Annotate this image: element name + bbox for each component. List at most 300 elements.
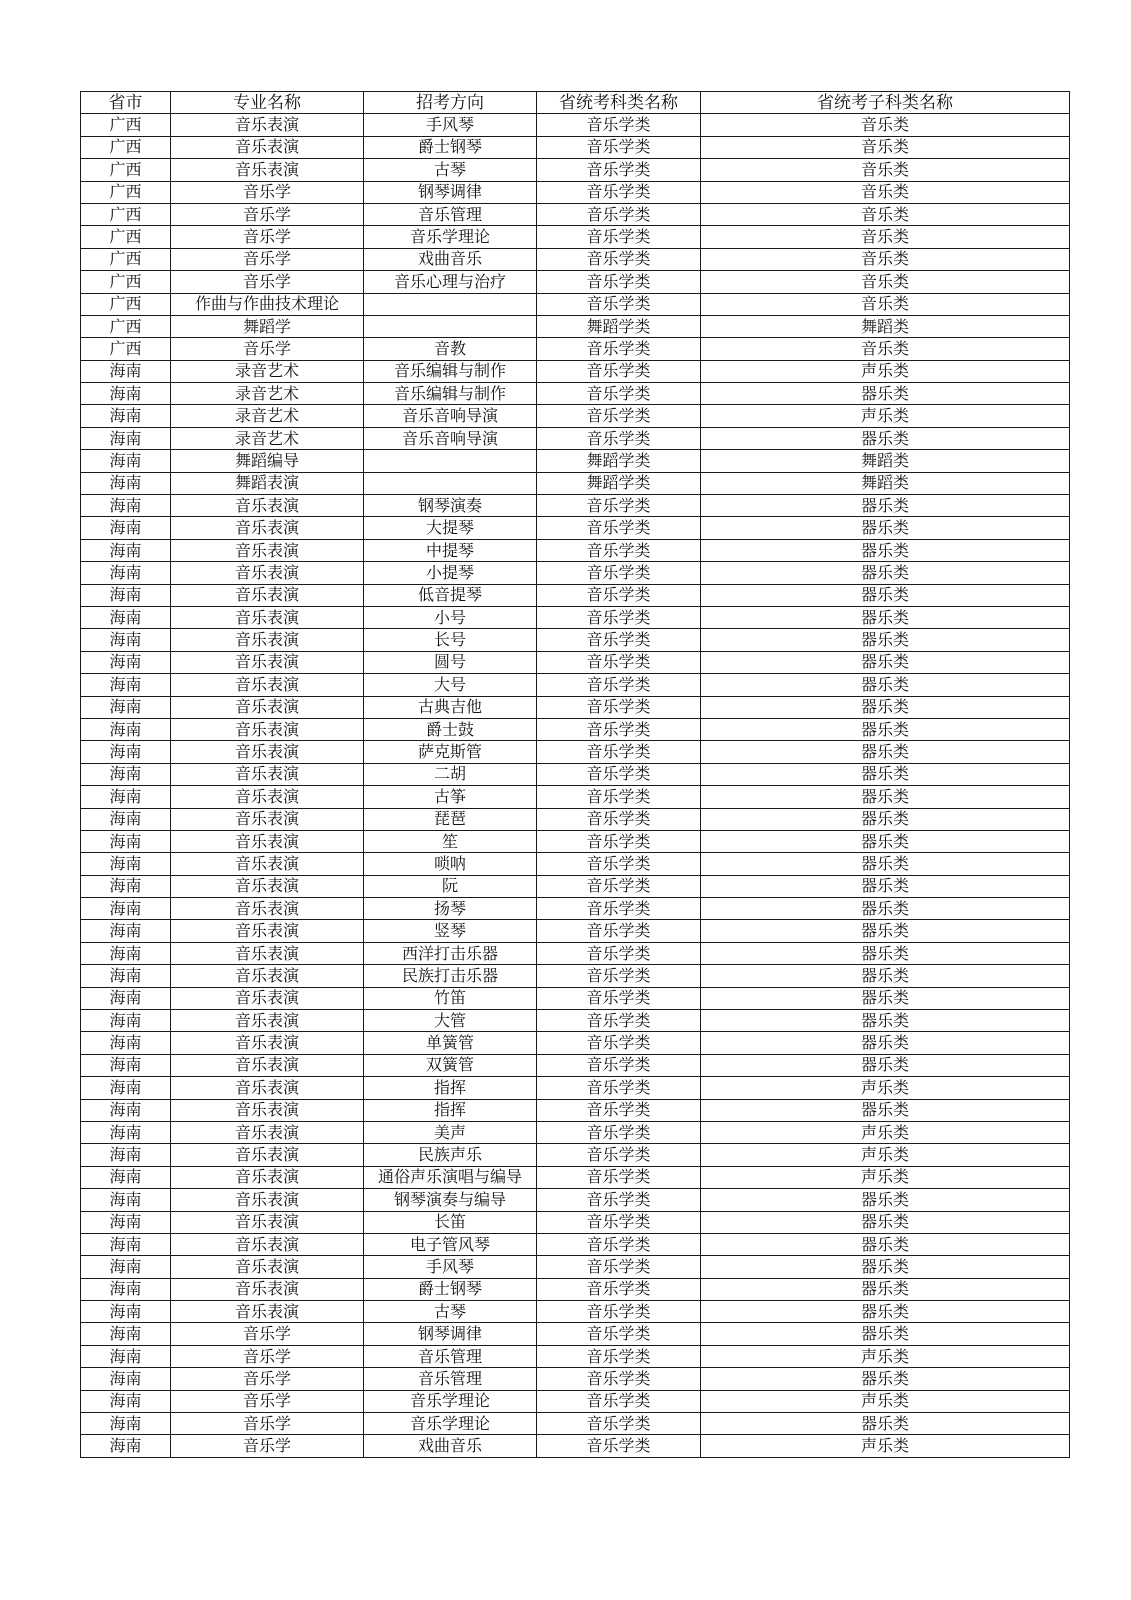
cell-exam-subcategory: 器乐类 bbox=[701, 830, 1070, 852]
cell-exam-category: 音乐学类 bbox=[537, 741, 701, 763]
cell-exam-category: 音乐学类 bbox=[537, 786, 701, 808]
table-row bbox=[81, 1435, 1070, 1457]
cell-exam-subcategory: 器乐类 bbox=[701, 1211, 1070, 1233]
table-row bbox=[81, 450, 1070, 472]
cell-exam-subcategory: 音乐类 bbox=[701, 136, 1070, 158]
cell-major: 音乐表演 bbox=[171, 898, 364, 920]
cell-exam-category: 音乐学类 bbox=[537, 808, 701, 830]
cell-exam-category: 舞蹈学类 bbox=[537, 450, 701, 472]
cell-exam-subcategory: 声乐类 bbox=[701, 1390, 1070, 1412]
table-row bbox=[81, 898, 1070, 920]
cell-exam-subcategory: 器乐类 bbox=[701, 1278, 1070, 1300]
table-row bbox=[81, 1368, 1070, 1390]
cell-major: 音乐学 bbox=[171, 1435, 364, 1457]
cell-major: 音乐表演 bbox=[171, 830, 364, 852]
cell-province: 海南 bbox=[81, 1413, 171, 1435]
table-row bbox=[81, 584, 1070, 606]
table-row bbox=[81, 1010, 1070, 1032]
cell-exam-subcategory: 音乐类 bbox=[701, 226, 1070, 248]
cell-exam-subcategory: 音乐类 bbox=[701, 181, 1070, 203]
cell-direction: 民族打击乐器 bbox=[364, 965, 537, 987]
cell-province: 海南 bbox=[81, 629, 171, 651]
table-row bbox=[81, 271, 1070, 293]
cell-province: 海南 bbox=[81, 1010, 171, 1032]
table-row bbox=[81, 360, 1070, 382]
cell-province: 海南 bbox=[81, 1233, 171, 1255]
cell-direction: 音教 bbox=[364, 338, 537, 360]
cell-exam-category: 音乐学类 bbox=[537, 293, 701, 315]
cell-exam-subcategory: 声乐类 bbox=[701, 360, 1070, 382]
cell-major: 录音艺术 bbox=[171, 360, 364, 382]
cell-major: 音乐表演 bbox=[171, 808, 364, 830]
table-row bbox=[81, 629, 1070, 651]
cell-major: 音乐表演 bbox=[171, 965, 364, 987]
cell-exam-category: 音乐学类 bbox=[537, 965, 701, 987]
cell-province: 海南 bbox=[81, 427, 171, 449]
cell-direction: 音乐学理论 bbox=[364, 1390, 537, 1412]
cell-province: 海南 bbox=[81, 1278, 171, 1300]
cell-province: 海南 bbox=[81, 987, 171, 1009]
table-row bbox=[81, 786, 1070, 808]
cell-province: 广西 bbox=[81, 181, 171, 203]
cell-direction: 阮 bbox=[364, 875, 537, 897]
cell-major: 音乐学 bbox=[171, 1345, 364, 1367]
cell-exam-category: 音乐学类 bbox=[537, 1121, 701, 1143]
cell-major: 音乐表演 bbox=[171, 629, 364, 651]
table-row bbox=[81, 383, 1070, 405]
cell-exam-category: 音乐学类 bbox=[537, 1323, 701, 1345]
cell-exam-subcategory: 器乐类 bbox=[701, 562, 1070, 584]
cell-major: 音乐表演 bbox=[171, 674, 364, 696]
cell-exam-category: 音乐学类 bbox=[537, 1256, 701, 1278]
cell-major: 音乐表演 bbox=[171, 786, 364, 808]
cell-major: 音乐表演 bbox=[171, 562, 364, 584]
cell-exam-subcategory: 器乐类 bbox=[701, 674, 1070, 696]
cell-major: 音乐表演 bbox=[171, 495, 364, 517]
cell-exam-category: 音乐学类 bbox=[537, 383, 701, 405]
cell-exam-category: 音乐学类 bbox=[537, 338, 701, 360]
cell-exam-category: 音乐学类 bbox=[537, 987, 701, 1009]
cell-province: 海南 bbox=[81, 1189, 171, 1211]
table-row bbox=[81, 763, 1070, 785]
cell-province: 海南 bbox=[81, 1435, 171, 1457]
cell-exam-subcategory: 器乐类 bbox=[701, 763, 1070, 785]
header-major: 专业名称 bbox=[171, 92, 364, 114]
cell-exam-subcategory: 器乐类 bbox=[701, 517, 1070, 539]
cell-major: 音乐表演 bbox=[171, 696, 364, 718]
cell-exam-category: 音乐学类 bbox=[537, 1010, 701, 1032]
cell-province: 海南 bbox=[81, 1054, 171, 1076]
cell-major: 舞蹈编导 bbox=[171, 450, 364, 472]
table-row bbox=[81, 920, 1070, 942]
table-body bbox=[81, 114, 1070, 1457]
cell-direction: 琵琶 bbox=[364, 808, 537, 830]
cell-exam-category: 音乐学类 bbox=[537, 1077, 701, 1099]
cell-exam-subcategory: 器乐类 bbox=[701, 584, 1070, 606]
cell-exam-subcategory: 器乐类 bbox=[701, 629, 1070, 651]
cell-province: 海南 bbox=[81, 696, 171, 718]
cell-exam-category: 音乐学类 bbox=[537, 495, 701, 517]
cell-exam-subcategory: 音乐类 bbox=[701, 293, 1070, 315]
cell-major: 音乐表演 bbox=[171, 718, 364, 740]
cell-exam-subcategory: 器乐类 bbox=[701, 383, 1070, 405]
cell-direction: 手风琴 bbox=[364, 1256, 537, 1278]
header-direction: 招考方向 bbox=[364, 92, 537, 114]
cell-major: 舞蹈表演 bbox=[171, 472, 364, 494]
cell-exam-category: 音乐学类 bbox=[537, 136, 701, 158]
cell-province: 海南 bbox=[81, 786, 171, 808]
cell-direction: 中提琴 bbox=[364, 539, 537, 561]
cell-province: 海南 bbox=[81, 584, 171, 606]
table-row bbox=[81, 248, 1070, 270]
cell-major: 音乐学 bbox=[171, 1368, 364, 1390]
cell-direction: 指挥 bbox=[364, 1099, 537, 1121]
cell-exam-subcategory: 器乐类 bbox=[701, 606, 1070, 628]
table-row bbox=[81, 1099, 1070, 1121]
cell-major: 音乐表演 bbox=[171, 1099, 364, 1121]
cell-exam-category: 音乐学类 bbox=[537, 853, 701, 875]
cell-exam-category: 音乐学类 bbox=[537, 718, 701, 740]
cell-province: 广西 bbox=[81, 315, 171, 337]
cell-major: 音乐表演 bbox=[171, 651, 364, 673]
cell-exam-category: 音乐学类 bbox=[537, 405, 701, 427]
table-row bbox=[81, 1278, 1070, 1300]
cell-major: 音乐表演 bbox=[171, 1010, 364, 1032]
cell-exam-subcategory: 器乐类 bbox=[701, 1256, 1070, 1278]
cell-province: 海南 bbox=[81, 830, 171, 852]
table-row bbox=[81, 606, 1070, 628]
cell-major: 音乐表演 bbox=[171, 920, 364, 942]
enrollment-table bbox=[80, 91, 1070, 1458]
table-row bbox=[81, 159, 1070, 181]
cell-province: 海南 bbox=[81, 1323, 171, 1345]
cell-exam-category: 音乐学类 bbox=[537, 830, 701, 852]
cell-major: 音乐学 bbox=[171, 248, 364, 270]
cell-province: 广西 bbox=[81, 248, 171, 270]
cell-exam-category: 音乐学类 bbox=[537, 674, 701, 696]
cell-direction: 双簧管 bbox=[364, 1054, 537, 1076]
cell-major: 舞蹈学 bbox=[171, 315, 364, 337]
cell-province: 海南 bbox=[81, 383, 171, 405]
cell-province: 海南 bbox=[81, 1032, 171, 1054]
cell-exam-subcategory: 声乐类 bbox=[701, 1435, 1070, 1457]
table-row bbox=[81, 696, 1070, 718]
cell-exam-subcategory: 器乐类 bbox=[701, 696, 1070, 718]
cell-province: 海南 bbox=[81, 495, 171, 517]
cell-major: 音乐表演 bbox=[171, 1032, 364, 1054]
cell-exam-category: 舞蹈学类 bbox=[537, 315, 701, 337]
cell-direction: 单簧管 bbox=[364, 1032, 537, 1054]
cell-province: 海南 bbox=[81, 808, 171, 830]
table-row bbox=[81, 136, 1070, 158]
table-row bbox=[81, 338, 1070, 360]
table-row bbox=[81, 517, 1070, 539]
cell-direction: 钢琴演奏 bbox=[364, 495, 537, 517]
cell-major: 录音艺术 bbox=[171, 427, 364, 449]
cell-province: 海南 bbox=[81, 1121, 171, 1143]
cell-exam-subcategory: 器乐类 bbox=[701, 1301, 1070, 1323]
table-row bbox=[81, 539, 1070, 561]
cell-direction: 笙 bbox=[364, 830, 537, 852]
table-row bbox=[81, 1054, 1070, 1076]
cell-direction: 民族声乐 bbox=[364, 1144, 537, 1166]
cell-direction: 指挥 bbox=[364, 1077, 537, 1099]
cell-direction: 音乐音响导演 bbox=[364, 427, 537, 449]
cell-exam-subcategory: 器乐类 bbox=[701, 741, 1070, 763]
cell-major: 音乐表演 bbox=[171, 136, 364, 158]
table-row bbox=[81, 226, 1070, 248]
cell-major: 音乐表演 bbox=[171, 517, 364, 539]
cell-exam-subcategory: 声乐类 bbox=[701, 1166, 1070, 1188]
cell-exam-category: 音乐学类 bbox=[537, 181, 701, 203]
cell-direction bbox=[364, 472, 537, 494]
cell-exam-subcategory: 器乐类 bbox=[701, 427, 1070, 449]
cell-province: 海南 bbox=[81, 1211, 171, 1233]
cell-province: 海南 bbox=[81, 674, 171, 696]
cell-exam-subcategory: 器乐类 bbox=[701, 495, 1070, 517]
cell-direction: 大号 bbox=[364, 674, 537, 696]
cell-major: 音乐表演 bbox=[171, 1121, 364, 1143]
cell-exam-category: 音乐学类 bbox=[537, 427, 701, 449]
cell-direction: 扬琴 bbox=[364, 898, 537, 920]
cell-exam-category: 音乐学类 bbox=[537, 1032, 701, 1054]
table-row bbox=[81, 114, 1070, 136]
cell-exam-category: 音乐学类 bbox=[537, 1166, 701, 1188]
cell-direction: 长号 bbox=[364, 629, 537, 651]
cell-exam-subcategory: 声乐类 bbox=[701, 1144, 1070, 1166]
cell-major: 音乐表演 bbox=[171, 159, 364, 181]
cell-province: 海南 bbox=[81, 763, 171, 785]
cell-exam-category: 音乐学类 bbox=[537, 584, 701, 606]
cell-exam-subcategory: 器乐类 bbox=[701, 942, 1070, 964]
cell-major: 音乐表演 bbox=[171, 763, 364, 785]
cell-major: 音乐表演 bbox=[171, 875, 364, 897]
cell-province: 海南 bbox=[81, 562, 171, 584]
cell-province: 海南 bbox=[81, 405, 171, 427]
cell-direction: 古琴 bbox=[364, 159, 537, 181]
cell-exam-category: 音乐学类 bbox=[537, 360, 701, 382]
cell-exam-category: 音乐学类 bbox=[537, 1368, 701, 1390]
cell-exam-category: 音乐学类 bbox=[537, 539, 701, 561]
cell-province: 广西 bbox=[81, 338, 171, 360]
cell-direction bbox=[364, 450, 537, 472]
cell-exam-category: 音乐学类 bbox=[537, 1211, 701, 1233]
cell-exam-subcategory: 音乐类 bbox=[701, 338, 1070, 360]
cell-province: 海南 bbox=[81, 920, 171, 942]
cell-major: 音乐表演 bbox=[171, 539, 364, 561]
cell-direction: 二胡 bbox=[364, 763, 537, 785]
table-row bbox=[81, 1144, 1070, 1166]
cell-exam-category: 音乐学类 bbox=[537, 1435, 701, 1457]
cell-province: 海南 bbox=[81, 606, 171, 628]
cell-exam-category: 音乐学类 bbox=[537, 1054, 701, 1076]
cell-province: 海南 bbox=[81, 853, 171, 875]
cell-exam-subcategory: 器乐类 bbox=[701, 920, 1070, 942]
cell-province: 海南 bbox=[81, 1368, 171, 1390]
cell-exam-subcategory: 器乐类 bbox=[701, 987, 1070, 1009]
table-row bbox=[81, 1121, 1070, 1143]
cell-direction: 音乐学理论 bbox=[364, 1413, 537, 1435]
cell-direction: 钢琴演奏与编导 bbox=[364, 1189, 537, 1211]
header-row bbox=[81, 92, 1070, 114]
cell-exam-category: 音乐学类 bbox=[537, 226, 701, 248]
cell-major: 音乐表演 bbox=[171, 741, 364, 763]
cell-exam-subcategory: 器乐类 bbox=[701, 1189, 1070, 1211]
table-row bbox=[81, 830, 1070, 852]
cell-direction: 钢琴调律 bbox=[364, 181, 537, 203]
cell-major: 音乐表演 bbox=[171, 942, 364, 964]
header-exam-category: 省统考科类名称 bbox=[537, 92, 701, 114]
cell-province: 海南 bbox=[81, 651, 171, 673]
cell-direction: 古典吉他 bbox=[364, 696, 537, 718]
cell-major: 音乐学 bbox=[171, 1323, 364, 1345]
table-row bbox=[81, 808, 1070, 830]
cell-exam-subcategory: 器乐类 bbox=[701, 1233, 1070, 1255]
cell-province: 海南 bbox=[81, 741, 171, 763]
cell-exam-category: 音乐学类 bbox=[537, 517, 701, 539]
cell-province: 海南 bbox=[81, 875, 171, 897]
table-row bbox=[81, 1345, 1070, 1367]
cell-province: 广西 bbox=[81, 271, 171, 293]
cell-exam-subcategory: 器乐类 bbox=[701, 898, 1070, 920]
cell-direction: 竖琴 bbox=[364, 920, 537, 942]
cell-exam-category: 音乐学类 bbox=[537, 1144, 701, 1166]
cell-exam-category: 音乐学类 bbox=[537, 1413, 701, 1435]
cell-exam-category: 音乐学类 bbox=[537, 1301, 701, 1323]
cell-major: 音乐表演 bbox=[171, 1256, 364, 1278]
cell-exam-category: 音乐学类 bbox=[537, 942, 701, 964]
table-row bbox=[81, 718, 1070, 740]
cell-exam-category: 音乐学类 bbox=[537, 248, 701, 270]
cell-exam-subcategory: 器乐类 bbox=[701, 1010, 1070, 1032]
cell-major: 音乐学 bbox=[171, 271, 364, 293]
table-row bbox=[81, 1390, 1070, 1412]
cell-exam-subcategory: 器乐类 bbox=[701, 853, 1070, 875]
cell-major: 录音艺术 bbox=[171, 405, 364, 427]
cell-exam-category: 音乐学类 bbox=[537, 651, 701, 673]
cell-direction: 音乐管理 bbox=[364, 1345, 537, 1367]
cell-exam-category: 音乐学类 bbox=[537, 696, 701, 718]
cell-exam-subcategory: 器乐类 bbox=[701, 539, 1070, 561]
table-row bbox=[81, 1077, 1070, 1099]
cell-major: 音乐表演 bbox=[171, 1144, 364, 1166]
cell-exam-category: 音乐学类 bbox=[537, 562, 701, 584]
cell-major: 音乐表演 bbox=[171, 1054, 364, 1076]
cell-exam-category: 音乐学类 bbox=[537, 203, 701, 225]
table-row bbox=[81, 315, 1070, 337]
cell-exam-subcategory: 器乐类 bbox=[701, 1368, 1070, 1390]
cell-direction: 通俗声乐演唱与编导 bbox=[364, 1166, 537, 1188]
cell-major: 音乐学 bbox=[171, 1413, 364, 1435]
cell-province: 海南 bbox=[81, 1144, 171, 1166]
table-row bbox=[81, 875, 1070, 897]
table-row bbox=[81, 1211, 1070, 1233]
cell-exam-subcategory: 音乐类 bbox=[701, 248, 1070, 270]
cell-direction: 戏曲音乐 bbox=[364, 248, 537, 270]
cell-exam-subcategory: 舞蹈类 bbox=[701, 472, 1070, 494]
cell-direction: 大管 bbox=[364, 1010, 537, 1032]
cell-major: 音乐表演 bbox=[171, 584, 364, 606]
cell-direction: 萨克斯管 bbox=[364, 741, 537, 763]
cell-exam-category: 音乐学类 bbox=[537, 1099, 701, 1121]
cell-exam-subcategory: 舞蹈类 bbox=[701, 450, 1070, 472]
cell-exam-subcategory: 器乐类 bbox=[701, 1413, 1070, 1435]
cell-exam-category: 音乐学类 bbox=[537, 114, 701, 136]
cell-major: 音乐表演 bbox=[171, 987, 364, 1009]
cell-direction: 小号 bbox=[364, 606, 537, 628]
cell-exam-category: 音乐学类 bbox=[537, 1390, 701, 1412]
cell-province: 海南 bbox=[81, 1345, 171, 1367]
table-row bbox=[81, 495, 1070, 517]
table-row bbox=[81, 1323, 1070, 1345]
table-row bbox=[81, 1166, 1070, 1188]
cell-exam-category: 音乐学类 bbox=[537, 629, 701, 651]
cell-exam-subcategory: 器乐类 bbox=[701, 1323, 1070, 1345]
cell-province: 海南 bbox=[81, 472, 171, 494]
cell-exam-category: 音乐学类 bbox=[537, 159, 701, 181]
cell-major: 音乐学 bbox=[171, 226, 364, 248]
cell-major: 音乐表演 bbox=[171, 1166, 364, 1188]
cell-exam-category: 音乐学类 bbox=[537, 1189, 701, 1211]
cell-major: 音乐学 bbox=[171, 181, 364, 203]
cell-exam-subcategory: 声乐类 bbox=[701, 1077, 1070, 1099]
table-row bbox=[81, 427, 1070, 449]
cell-direction: 音乐学理论 bbox=[364, 226, 537, 248]
cell-direction: 圆号 bbox=[364, 651, 537, 673]
cell-exam-subcategory: 器乐类 bbox=[701, 875, 1070, 897]
cell-exam-subcategory: 器乐类 bbox=[701, 718, 1070, 740]
cell-province: 海南 bbox=[81, 360, 171, 382]
table-row bbox=[81, 1301, 1070, 1323]
cell-exam-category: 音乐学类 bbox=[537, 898, 701, 920]
cell-province: 海南 bbox=[81, 1301, 171, 1323]
document-page bbox=[80, 91, 1069, 1458]
cell-major: 音乐学 bbox=[171, 1390, 364, 1412]
cell-province: 海南 bbox=[81, 965, 171, 987]
cell-direction: 爵士钢琴 bbox=[364, 1278, 537, 1300]
cell-exam-category: 音乐学类 bbox=[537, 606, 701, 628]
table-row bbox=[81, 1413, 1070, 1435]
cell-exam-subcategory: 器乐类 bbox=[701, 786, 1070, 808]
cell-direction: 音乐管理 bbox=[364, 203, 537, 225]
cell-direction: 大提琴 bbox=[364, 517, 537, 539]
cell-province: 海南 bbox=[81, 718, 171, 740]
cell-major: 音乐表演 bbox=[171, 1278, 364, 1300]
cell-major: 录音艺术 bbox=[171, 383, 364, 405]
cell-exam-subcategory: 音乐类 bbox=[701, 203, 1070, 225]
cell-province: 海南 bbox=[81, 450, 171, 472]
cell-major: 音乐表演 bbox=[171, 853, 364, 875]
cell-province: 海南 bbox=[81, 1256, 171, 1278]
cell-exam-category: 音乐学类 bbox=[537, 1233, 701, 1255]
cell-direction: 音乐心理与治疗 bbox=[364, 271, 537, 293]
cell-exam-category: 音乐学类 bbox=[537, 920, 701, 942]
cell-province: 海南 bbox=[81, 539, 171, 561]
cell-direction: 音乐编辑与制作 bbox=[364, 360, 537, 382]
cell-exam-category: 舞蹈学类 bbox=[537, 472, 701, 494]
table-row bbox=[81, 562, 1070, 584]
cell-exam-subcategory: 舞蹈类 bbox=[701, 315, 1070, 337]
cell-major: 音乐学 bbox=[171, 338, 364, 360]
cell-exam-subcategory: 声乐类 bbox=[701, 1121, 1070, 1143]
table-row bbox=[81, 965, 1070, 987]
cell-major: 音乐表演 bbox=[171, 114, 364, 136]
cell-exam-subcategory: 器乐类 bbox=[701, 1054, 1070, 1076]
cell-direction: 西洋打击乐器 bbox=[364, 942, 537, 964]
cell-direction: 古筝 bbox=[364, 786, 537, 808]
cell-direction: 爵士钢琴 bbox=[364, 136, 537, 158]
cell-exam-subcategory: 声乐类 bbox=[701, 405, 1070, 427]
